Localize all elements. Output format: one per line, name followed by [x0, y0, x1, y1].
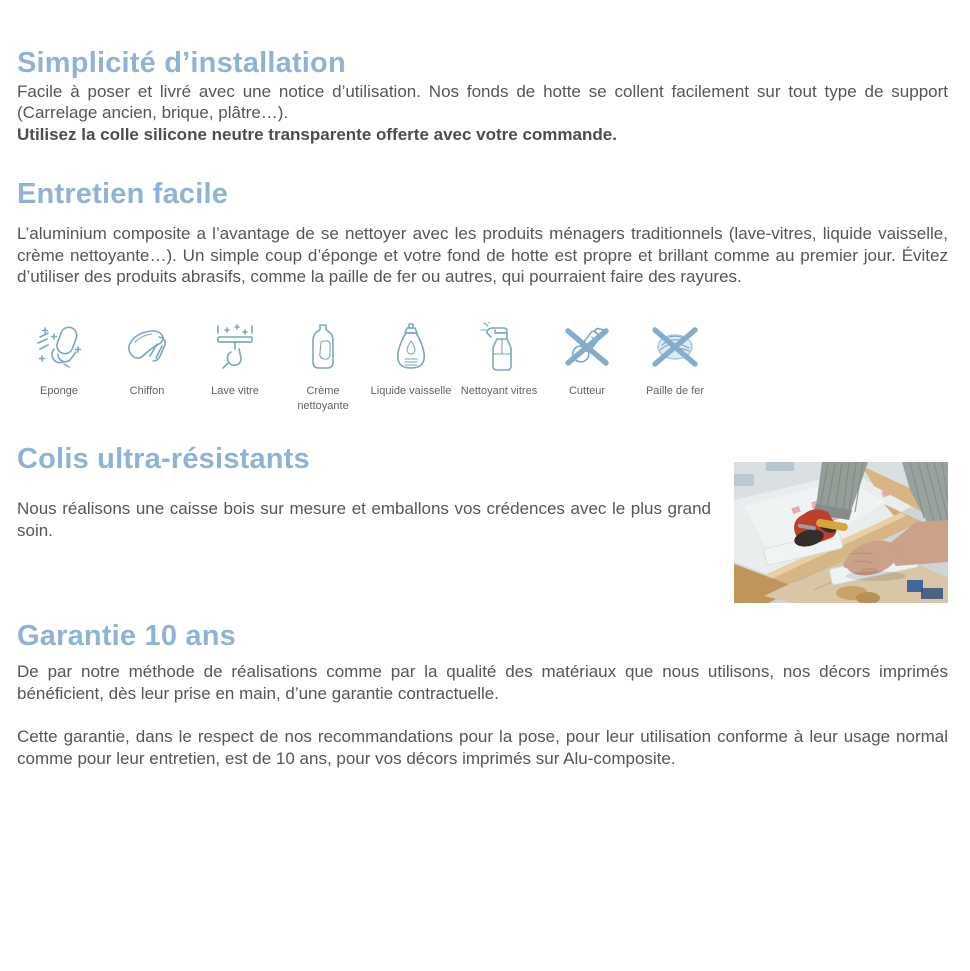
colis-paragraph: Nous réalisons une caisse bois sur mesure et emballons vos crédences avec le plus grand soin. — [17, 499, 711, 540]
steel-wool-icon — [647, 320, 703, 376]
dish-soap-icon — [383, 320, 439, 376]
icon-label: Eponge — [40, 384, 78, 397]
cleaning-icon-item — [281, 320, 365, 414]
cleaning-icons-row — [17, 320, 948, 414]
colis-title: Colis ultra-résistants — [17, 442, 310, 475]
cleaning-icon-item — [193, 320, 277, 399]
cloth-icon — [119, 320, 175, 376]
glue-note: Utilisez la colle silicone neutre transparente offerte avec votre commande. — [17, 124, 617, 144]
section-colis — [17, 442, 948, 603]
cleaning-icon-item — [17, 320, 101, 399]
cleaning-icon-item — [457, 320, 541, 399]
section-entretien — [17, 177, 948, 413]
sponge-icon — [31, 320, 87, 376]
icon-label: Liquide vaisselle — [370, 384, 452, 397]
cleaning-icon-item — [105, 320, 189, 399]
entretien-title: Entretien facile — [17, 178, 229, 211]
cleaning-icon-item — [633, 320, 717, 399]
icon-label: Chiffon — [129, 384, 165, 397]
cleaning-cream-icon — [295, 320, 351, 376]
icon-label: Lave vitre — [211, 384, 259, 397]
cleaning-icon-item — [545, 320, 629, 399]
cutter-icon — [559, 320, 615, 376]
glass-cleaner-spray-icon — [471, 320, 527, 376]
icon-label: Paille de fer — [645, 384, 705, 397]
section-garantie — [17, 619, 948, 770]
squeegee-icon — [207, 320, 263, 376]
icon-label: Nettoyant vitres — [460, 384, 538, 397]
garantie-title: Garantie 10 ans — [17, 619, 236, 652]
garantie-paragraph-2: Cette garantie, dans le respect de nos recommandations pour la pose, pour leur utilisation conforme à leur usage normal comme pour leur entretien, est de 10 ans, pour vos décors imprimés sur Alu-composite. — [17, 727, 948, 768]
section-installation — [17, 46, 948, 145]
icon-label: Cutteur — [568, 384, 606, 397]
packaging-photo — [734, 462, 948, 603]
icon-label: Crème nettoyante — [297, 384, 349, 412]
installation-paragraph: Facile à poser et livré avec une notice d’utilisation. Nos fonds de hotte se collent facilement sur tout type de support (Carrelage ancien, brique, plâtre…). — [17, 81, 948, 123]
installation-title: Simplicité d’installation — [17, 47, 346, 79]
cleaning-icon-item — [369, 320, 453, 399]
garantie-paragraph-1: De par notre méthode de réalisations comme par la qualité des matériaux que nous utilisons, nos décors imprimés bénéficient, dès leur prise en main, d’une garantie contractuelle. — [17, 662, 948, 703]
entretien-paragraph: L’aluminium composite a l’avantage de se nettoyer avec les produits ménagers traditionnels (lave-vitres, liquide vaisselle, crème nettoyante…). Un simple coup d’éponge et votre fond de hotte est propre et brillant comme au premier jour. Évitez d’utiliser des produits abrasifs, comme la paille de fer ou autres, qui pourraient faire des rayures. — [17, 224, 948, 287]
